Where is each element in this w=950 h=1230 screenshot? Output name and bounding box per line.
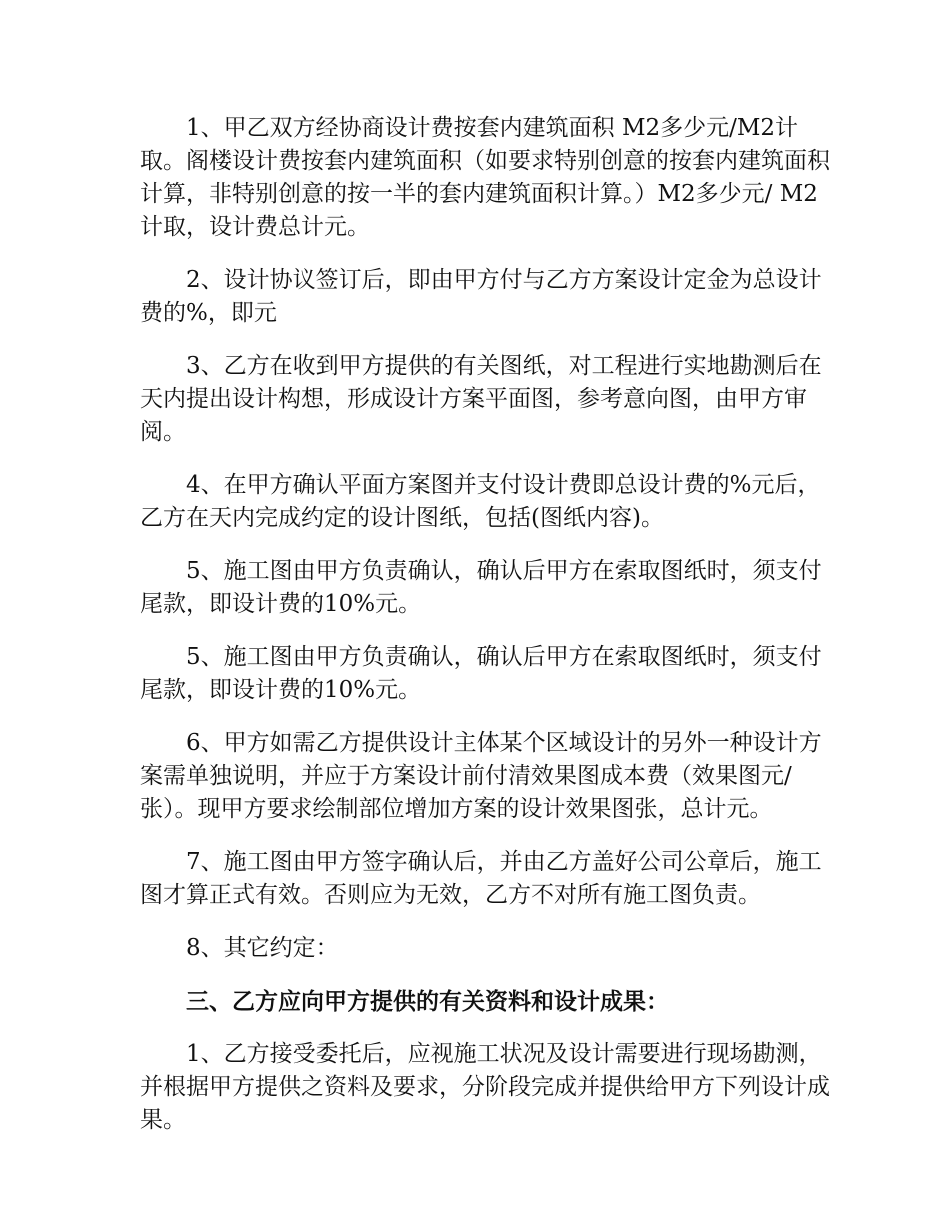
paragraph-design-fee: 1、甲乙双方经协商设计费按套内建筑面积 M2多少元/M2计取。阁楼设计费按套内建筑面积（如要求特别创意的按套内建筑面积计算，非特别创意的按一半的套内建筑面积计算。）M2多少元/ M2计取，设计费总计元。 xyxy=(140,115,830,240)
paragraph-drawing-validity: 7、施工图由甲方签字确认后，并由乙方盖好公司公章后，施工图才算正式有效。否则应为无效，乙方不对所有施工图负责。 xyxy=(140,849,822,908)
paragraph-final-payment-repeat: 5、施工图由甲方负责确认，确认后甲方在索取图纸时，须支付尾款，即设计费的10%元。 xyxy=(140,644,822,703)
paragraph-deposit: 2、设计协议签订后，即由甲方付与乙方方案设计定金为总设计费的%，即元 xyxy=(140,267,822,326)
paragraph-deliverables: 1、乙方接受委托后，应视施工状况及设计需要进行现场勘测，并根据甲方提供之资料及要求，分阶段完成并提供给甲方下列设计成果。 xyxy=(140,1041,830,1133)
paragraph-alternative-scheme: 6、甲方如需乙方提供设计主体某个区域设计的另外一种设计方案需单独说明，并应于方案设计前付清效果图成本费（效果图元/张）。现甲方要求绘制部位增加方案的设计效果图张，总计元。 xyxy=(140,730,822,822)
paragraph-design-concept: 3、乙方在收到甲方提供的有关图纸，对工程进行实地勘测后在天内提出设计构想，形成设计方案平面图，参考意向图，由甲方审阅。 xyxy=(140,353,822,445)
paragraph-final-payment: 5、施工图由甲方负责确认，确认后甲方在索取图纸时，须支付尾款，即设计费的10%元。 xyxy=(140,558,822,617)
paragraph-design-drawings: 4、在甲方确认平面方案图并支付设计费即总设计费的%元后，乙方在天内完成约定的设计图纸，包括(图纸内容)。 xyxy=(140,472,821,531)
paragraph-other-agreements: 8、其它约定： xyxy=(186,935,339,961)
document-body xyxy=(140,112,830,1157)
section-heading-deliverables: 三、乙方应向甲方提供的有关资料和设计成果： xyxy=(186,988,669,1015)
